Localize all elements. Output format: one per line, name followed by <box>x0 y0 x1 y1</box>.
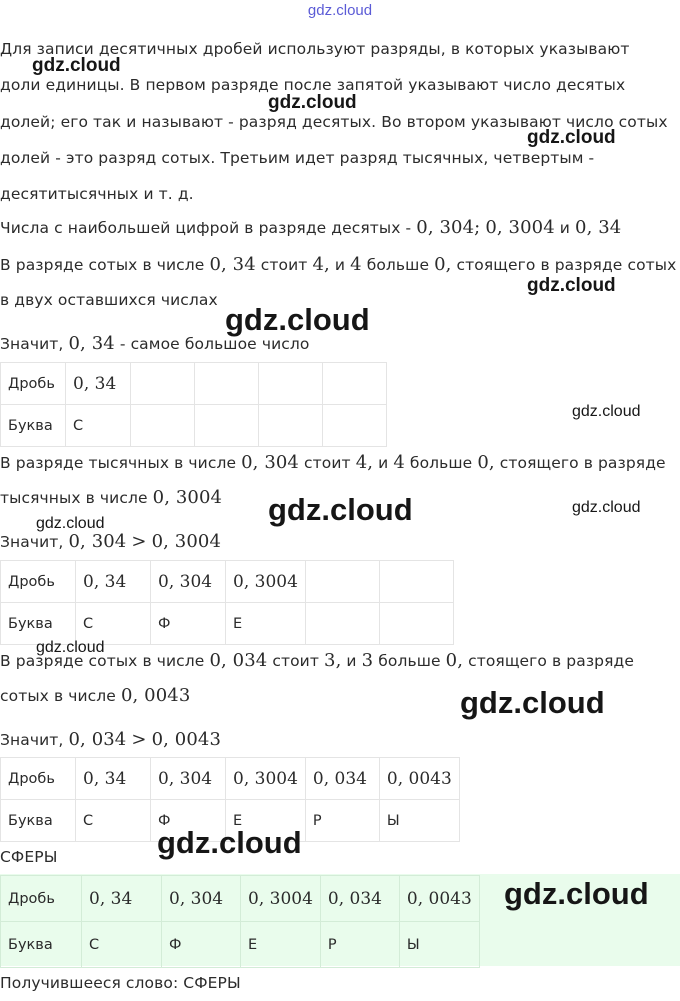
fraction-cell <box>131 363 195 405</box>
fraction-cell: 0, 34 <box>66 363 131 405</box>
text: В разряде сотых в числе <box>0 652 205 670</box>
watermark: gdz.cloud <box>572 499 641 516</box>
math-number: 0, <box>434 254 452 275</box>
result-line: Получившееся слово: СФЕРЫ <box>0 974 241 992</box>
paragraph-line: десятитысячных и т. д. <box>0 185 194 203</box>
watermark: gdz.cloud <box>527 275 616 296</box>
watermark: gdz.cloud <box>504 876 649 911</box>
watermark: gdz.cloud <box>572 403 641 420</box>
letter-cell: Ы <box>399 922 479 968</box>
fraction-cell: 0, 34 <box>82 876 162 922</box>
letter-cell: С <box>76 800 151 842</box>
greater-than-sign: > <box>131 531 147 552</box>
letter-cell: Ф <box>151 603 226 645</box>
conclusion-compare-1 <box>0 531 221 552</box>
fraction-cell: 0, 34 <box>76 758 151 800</box>
letter-cell: С <box>82 922 162 968</box>
math-number: 0, 304; <box>416 217 481 238</box>
letter-row <box>1 405 387 447</box>
watermark: gdz.cloud <box>268 492 413 527</box>
step-hundredths-line2: в двух оставшихся числах <box>0 291 218 309</box>
row-label: Буква <box>1 405 66 447</box>
row-label: Дробь <box>1 876 82 922</box>
top-watermark: gdz.cloud <box>307 2 373 19</box>
step-hundredths <box>0 254 676 275</box>
paragraph-line: долей; его так и называют - разряд десятых. Во втором указывают число сотых <box>0 113 668 131</box>
greater-than-sign: > <box>131 729 147 750</box>
row-label: Дробь <box>1 758 76 800</box>
step-hundredths-2-line2 <box>0 685 190 706</box>
row-label: Буква <box>1 922 82 968</box>
text: стоящего в разряде сотых <box>456 256 677 274</box>
letter-cell: Р <box>320 922 399 968</box>
row-label: Буква <box>1 603 76 645</box>
letter-cell <box>259 405 323 447</box>
letter-cell: Р <box>305 800 379 842</box>
text: стоит <box>304 454 351 472</box>
fraction-cell: 0, 034 <box>320 876 399 922</box>
text: стоит <box>272 652 319 670</box>
text: Значит, <box>0 533 64 551</box>
fraction-row <box>1 758 460 800</box>
text: больше <box>378 652 441 670</box>
text: В разряде тысячных в числе <box>0 454 237 472</box>
letter-cell <box>305 603 379 645</box>
math-number: 0, 304 <box>241 452 299 473</box>
fraction-row <box>1 363 387 405</box>
row-label: Дробь <box>1 561 76 603</box>
letter-cell: С <box>66 405 131 447</box>
fraction-cell <box>195 363 259 405</box>
paragraph-line: Для записи десятичных дробей используют разряды, в которых указывают <box>0 40 630 58</box>
math-number: 0, 34 <box>68 333 115 354</box>
text: тысячных в числе <box>0 489 148 507</box>
math-number: 0, 34 <box>575 217 622 238</box>
final-fraction-table <box>0 875 480 968</box>
fraction-cell: 0, 3004 <box>226 561 306 603</box>
fraction-cell: 0, 0043 <box>379 758 459 800</box>
watermark: gdz.cloud <box>157 825 302 860</box>
fraction-cell <box>379 561 453 603</box>
text: Значит, <box>0 731 64 749</box>
letter-cell <box>195 405 259 447</box>
paragraph-line: доли единицы. В первом разряде после запятой указывают число десятых <box>0 76 626 94</box>
fraction-row <box>1 876 480 922</box>
fraction-cell: 0, 3004 <box>241 876 321 922</box>
fraction-cell: 0, 3004 <box>226 758 306 800</box>
math-number: 0, 0043 <box>151 729 222 750</box>
watermark: gdz.cloud <box>36 515 105 532</box>
fraction-cell <box>323 363 387 405</box>
math-number: 0, 3004 <box>152 487 223 508</box>
letter-cell: С <box>76 603 151 645</box>
text: больше <box>366 256 430 274</box>
math-number: 4, <box>355 452 374 473</box>
math-number: 0, 034 <box>209 650 268 671</box>
letter-cell <box>323 405 387 447</box>
fraction-cell: 0, 0043 <box>399 876 479 922</box>
row-label: Дробь <box>1 363 66 405</box>
math-number: 0, 3004 <box>485 217 555 238</box>
letter-cell: Е <box>241 922 321 968</box>
math-number: 0, 0043 <box>120 685 191 706</box>
math-number: 3 <box>361 650 374 671</box>
letter-cell: Ф <box>151 800 226 842</box>
math-number: 3, <box>324 650 342 671</box>
step-thousandths-line2 <box>0 487 222 508</box>
text: - самое большое число <box>119 335 310 353</box>
watermark: gdz.cloud <box>460 685 605 720</box>
fraction-cell: 0, 304 <box>151 561 226 603</box>
step-thousandths <box>0 452 666 473</box>
letter-row <box>1 922 480 968</box>
letter-cell: Ф <box>162 922 241 968</box>
row-label: Буква <box>1 800 76 842</box>
text: стоящего в разряде <box>468 652 634 670</box>
word-line: СФЕРЫ <box>0 848 58 866</box>
watermark: gdz.cloud <box>527 127 616 148</box>
math-number: 0, 3004 <box>151 531 222 552</box>
text: больше <box>409 454 473 472</box>
fraction-cell <box>259 363 323 405</box>
conclusion-compare-2 <box>0 729 221 750</box>
watermark: gdz.cloud <box>268 92 357 113</box>
text: В разряде сотых в числе <box>0 256 205 274</box>
fraction-cell: 0, 304 <box>151 758 226 800</box>
fraction-cell <box>305 561 379 603</box>
fraction-row <box>1 561 454 603</box>
text: стоящего в разряде <box>499 454 666 472</box>
text: и <box>334 256 346 274</box>
letter-cell <box>131 405 195 447</box>
math-number: 4 <box>393 452 405 473</box>
watermark: gdz.cloud <box>32 55 121 76</box>
step-text: Числа с наибольшей цифрой в разряде десятых - <box>0 219 412 237</box>
text: стоит <box>260 256 308 274</box>
text: и <box>378 454 389 472</box>
fraction-table-1 <box>0 362 387 447</box>
math-number: 4 <box>350 254 362 275</box>
math-number: 0, <box>445 650 464 671</box>
text: и <box>346 652 357 670</box>
watermark: gdz.cloud <box>225 302 370 337</box>
letter-cell: Ы <box>379 800 459 842</box>
letter-cell: Е <box>226 800 306 842</box>
step-tenths <box>0 217 621 238</box>
math-number: 0, 34 <box>209 254 256 275</box>
conjunction: и <box>559 219 570 237</box>
text: сотых в числе <box>0 687 116 705</box>
letter-cell <box>379 603 453 645</box>
fraction-cell: 0, 34 <box>76 561 151 603</box>
letter-cell: Е <box>226 603 306 645</box>
fraction-cell: 0, 034 <box>305 758 379 800</box>
math-number: 0, <box>477 452 495 473</box>
watermark: gdz.cloud <box>36 639 105 656</box>
fraction-table-2 <box>0 560 454 645</box>
math-number: 0, 304 <box>68 531 127 552</box>
math-number: 4, <box>312 254 330 275</box>
math-number: 0, 034 <box>68 729 127 750</box>
text: Значит, <box>0 335 64 353</box>
fraction-cell: 0, 304 <box>162 876 241 922</box>
paragraph-line: долей - это разряд сотых. Третьим идет разряд тысячных, четвертым - <box>0 149 595 167</box>
